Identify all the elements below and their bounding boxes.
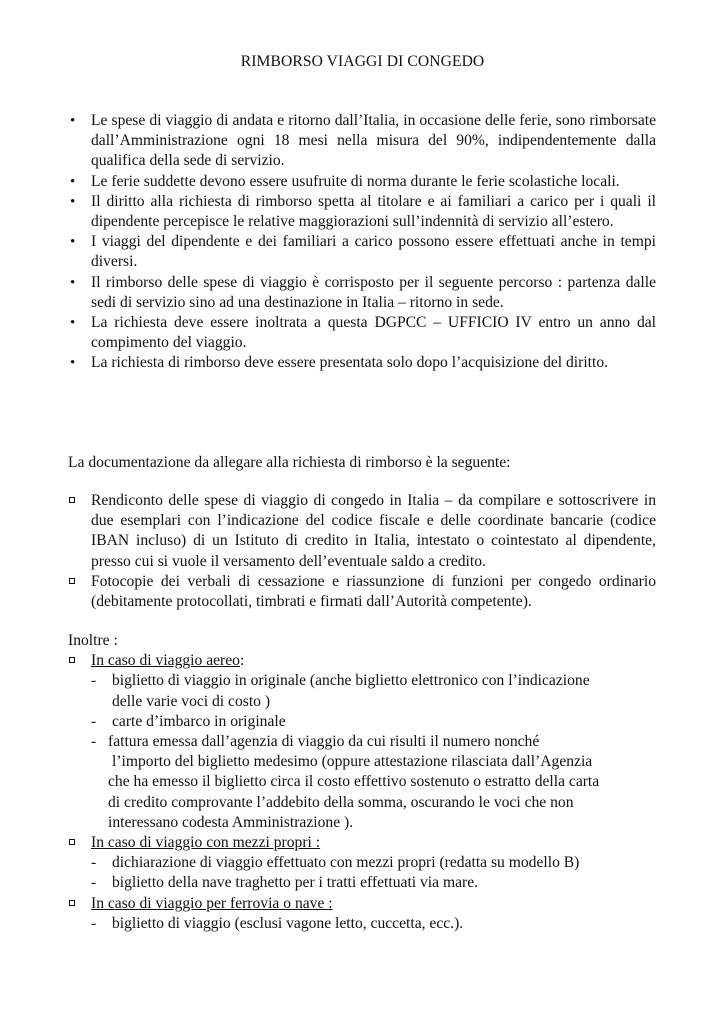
checkbox-bullet-icon xyxy=(69,839,75,845)
rail-ship-item: - biglietto di viaggio (esclusi vagone letto, cuccetta, ecc.). xyxy=(91,914,464,932)
bullet-icon: • xyxy=(70,355,76,372)
additional-section xyxy=(68,631,668,934)
rule-item: • I viaggi del dipendente e dei familiari a carico possono essere effettuati anche in tempi diversi. xyxy=(70,233,656,271)
rules-list xyxy=(68,111,656,374)
bullet-icon: • xyxy=(70,113,76,129)
air-travel-heading: In caso di viaggio aereo: xyxy=(68,651,668,671)
documentation-intro: La documentazione da allegare alla richiesta di rimborso è la seguente: xyxy=(68,454,511,471)
own-vehicle-heading: In caso di viaggio con mezzi propri : xyxy=(68,833,668,853)
rule-item: • Le spese di viaggio di andata e ritorno dall’Italia, in occasione delle ferie, sono rimborsate dall’Amministrazione ogni 18 mesi nella misura del 90%, indipendentemente dalla qualifica della sede di servizio. xyxy=(70,112,656,170)
inoltre-label: Inoltre : xyxy=(68,632,118,649)
air-travel-list xyxy=(68,671,668,833)
rule-item: • Il rimborso delle spese di viaggio è corrisposto per il seguente percorso : partenza dalle sedi di servizio sino ad una destinazione in Italia – ritorno in sede. xyxy=(70,273,656,311)
own-vehicle-item: - biglietto della nave traghetto per i tratti effettuati via mare. xyxy=(91,874,479,892)
bullet-icon: • xyxy=(70,274,76,291)
rail-ship-heading: In caso di viaggio per ferrovia o nave : xyxy=(68,894,668,914)
bullet-icon: • xyxy=(70,193,76,210)
own-vehicle-item: - dichiarazione di viaggio effettuato con mezzi propri (redatta su modello B) xyxy=(91,854,580,872)
rail-ship-list xyxy=(68,914,668,934)
rule-item: • Il diritto alla richiesta di rimborso spetta al titolare e ai familiari a carico per i quali il dipendente percepisce le relative maggiorazioni sull’indennità di servizio all’estero. xyxy=(70,192,656,231)
documents-list xyxy=(68,491,656,612)
rule-item: • La richiesta di rimborso deve essere presentata solo dopo l’acquisizione del diritto. xyxy=(68,353,656,373)
bullet-icon: • xyxy=(70,234,76,251)
document-item: Fotocopie dei verbali di cessazione e riassunzione di funzioni per congedo ordinario (debitamente protocollati, timbrati e firmati dall’Autorità competente). xyxy=(68,572,656,612)
checkbox-bullet-icon xyxy=(69,497,75,503)
bullet-icon: • xyxy=(70,315,76,332)
own-vehicle-list xyxy=(68,853,668,893)
bullet-icon: • xyxy=(70,173,76,190)
rule-item: • La richiesta deve essere inoltrata a questa DGPCC – UFFICIO IV entro un anno dal compimento del viaggio. xyxy=(70,314,656,352)
checkbox-bullet-icon xyxy=(69,578,75,584)
checkbox-bullet-icon xyxy=(69,657,75,663)
document-item: Rendiconto delle spese di viaggio di congedo in Italia – da compilare e sottoscrivere in due esemplari con l’indicazione del codice fiscale e delle coordinate bancarie (codice IBAN incluso) di un Istituto di credito in Italia, intestato o cointestato al dipendente, presso cui si vuole il versamento dell’eventuale saldo a credito. xyxy=(68,491,656,572)
air-item-boarding-pass: - carte d’imbarco in originale xyxy=(91,712,286,730)
rule-item: • Le ferie suddette devono essere usufruite di norma durante le ferie scolastiche locali. xyxy=(68,172,656,192)
checkbox-bullet-icon xyxy=(69,900,75,906)
air-item-invoice: - fattura emessa dall’agenzia di viaggio da cui risulti il numero nonché l’importo del biglietto medesimo (oppure attestazione rilasciata dall’Agenzia che ha emesso il biglietto circa il costo effettivo sostenuto o estratto della carta di credito comprovante l’addebito della somma, oscurando le voci che non interessano codesta Amministrazione ). xyxy=(91,733,600,831)
air-item-ticket: - biglietto di viaggio in originale (anche biglietto elettronico con l’indicazione delle varie voci di costo ) xyxy=(91,672,590,710)
page-title: RIMBORSO VIAGGI DI CONGEDO xyxy=(240,53,485,70)
